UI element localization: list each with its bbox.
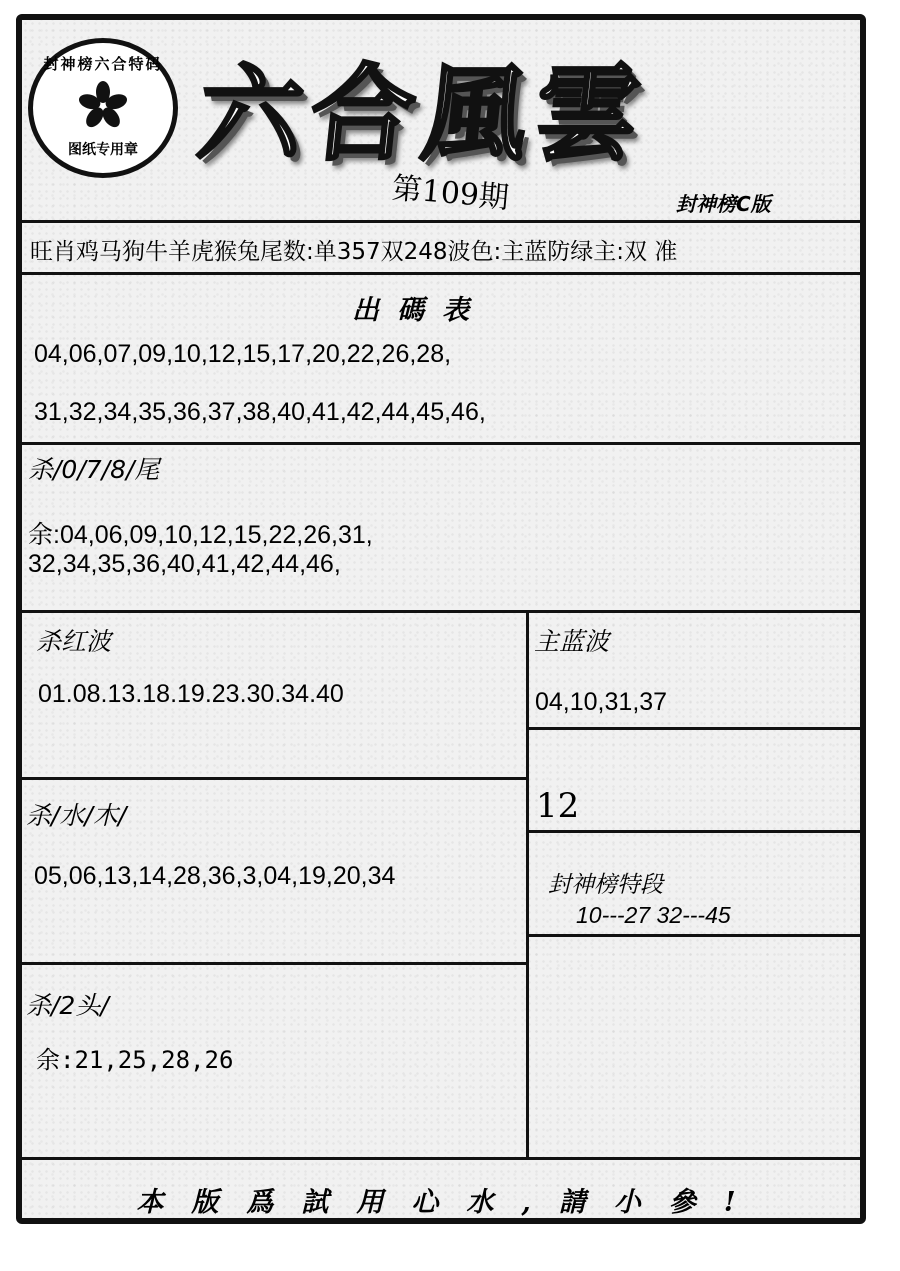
tail-label: 杀/0/7/8/尾 bbox=[28, 455, 160, 484]
edition-label: 封神榜C版 bbox=[676, 192, 771, 216]
page-title: 六合風雲 bbox=[192, 52, 654, 175]
divider bbox=[22, 610, 866, 613]
chart-numbers-line-1: 04,06,07,09,10,12,15,17,20,22,26,28, bbox=[34, 340, 452, 368]
single-number: 12 bbox=[536, 786, 580, 826]
elements-label: 杀/水/木/ bbox=[26, 801, 127, 830]
stamp-top-text: 封神榜六合特码 bbox=[43, 55, 163, 73]
red-wave-label: 杀红波 bbox=[36, 627, 112, 656]
special-ranges: 10---27 32---45 bbox=[576, 902, 731, 928]
heads-remaining: 余:21,25,28,26 bbox=[36, 1046, 234, 1074]
tail-remaining-line-2: 32,34,35,36,40,41,42,44,46, bbox=[28, 550, 341, 578]
divider bbox=[22, 272, 866, 275]
heads-label: 杀/2头/ bbox=[26, 991, 109, 1020]
stamp-bottom-text: 图纸专用章 bbox=[68, 142, 138, 158]
divider bbox=[22, 442, 866, 445]
elements-numbers: 05,06,13,14,28,36,3,04,19,20,34 bbox=[34, 862, 396, 890]
footer-note: 本版爲試用心水,請小參! bbox=[136, 1187, 764, 1218]
tail-remaining-line-1: 余:04,06,09,10,12,15,22,26,31, bbox=[28, 521, 373, 549]
bauhinia-flower-icon bbox=[78, 81, 128, 131]
issue-number: 第109期 bbox=[390, 170, 511, 217]
divider bbox=[528, 934, 866, 937]
chart-numbers-line-2: 31,32,34,35,36,37,38,40,41,42,44,45,46, bbox=[34, 398, 486, 426]
red-wave-numbers: 01.08.13.18.19.23.30.34.40 bbox=[38, 680, 344, 708]
blue-wave-label: 主蓝波 bbox=[534, 627, 610, 656]
divider bbox=[22, 962, 528, 965]
divider bbox=[22, 220, 866, 223]
divider bbox=[22, 777, 528, 780]
special-label: 封神榜特段 bbox=[548, 872, 663, 898]
divider bbox=[528, 727, 866, 730]
divider bbox=[528, 830, 866, 833]
blue-wave-numbers: 04,10,31,37 bbox=[535, 688, 668, 716]
chart-title: 出碼表 bbox=[352, 295, 487, 326]
seal-stamp bbox=[28, 38, 178, 178]
column-divider bbox=[526, 612, 529, 1157]
divider bbox=[22, 1157, 866, 1160]
zodiac-info-line: 旺肖鸡马狗牛羊虎猴兔尾数:单357双248波色:主蓝防绿主:双 准 bbox=[30, 239, 678, 265]
